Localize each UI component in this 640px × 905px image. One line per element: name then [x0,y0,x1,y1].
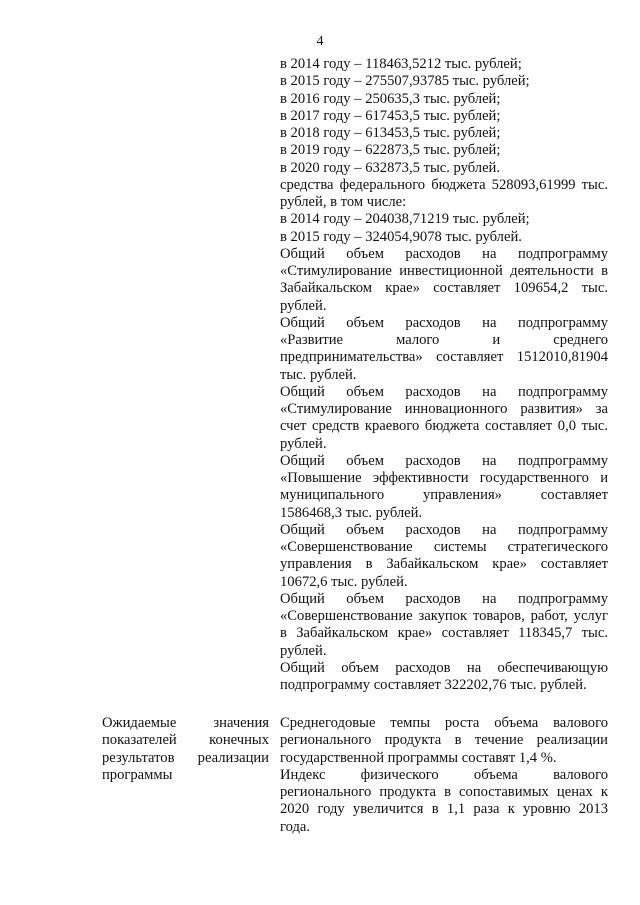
subprogram-line: «Повышение эффективности государственного и [280,470,608,486]
result-line: регионального продукта в течение реализации [280,732,608,749]
federal-year-line: в 2014 году – 204038,71219 тыс. рублей; [280,211,530,228]
federal-line: средства федерального бюджета 528093,61999 тыс. [280,176,608,193]
subprogram-line: Общий объем расходов на подпрограмму [280,521,608,538]
year-line: в 2020 году – 632873,5 тыс. рублей. [280,159,501,176]
subprogram-line: «Стимулирование инвестиционной деятельности в [280,263,608,279]
subprogram-line: управления в Забайкальском крае» составляет [280,556,608,573]
subprogram-line: счет средств краевого бюджета составляет 0,0 тыс. [280,418,608,435]
subprogram-line: «Стимулирование инновационного развития» за [280,401,608,417]
subprogram-line: рублей. [280,642,327,659]
result-line: государственной программы составят 1,4 %. [280,749,557,766]
year-line: в 2017 году – 617453,5 тыс. рублей; [280,107,501,124]
result-line: Индекс физического объема валового [280,766,608,783]
subprogram-line: предпринимательства» составляет 1512010,81904 [280,349,608,366]
federal-line: рублей, в том числе: [280,194,407,210]
result-line: 2020 году увеличится в 1,1 раза к уровню 2013 [280,801,608,818]
label-line: Ожидаемые значения [102,715,269,731]
page-number: 4 [316,34,324,49]
subprogram-line: рублей. [280,435,327,452]
result-line: Среднегодовые темпы роста объема валового [280,715,608,731]
result-line: года. [280,818,311,835]
subprogram-line: «Совершенствование закупок товаров, работ, услуг [280,608,608,624]
subprogram-line: в Забайкальском крае» составляет 118345,7 тыс. [280,625,608,642]
subprogram-line: Общий объем расходов на обеспечивающую [280,659,608,676]
year-line: в 2019 году – 622873,5 тыс. рублей; [280,142,501,159]
result-line: регионального продукта в сопоставимых ценах к [280,784,608,800]
label-line: результатов реализации [102,749,269,766]
year-line: в 2014 году – 118463,5212 тыс. рублей; [280,56,522,72]
year-line: в 2015 году – 275507,93785 тыс. рублей; [280,73,530,90]
year-line: в 2018 году – 613453,5 тыс. рублей; [280,125,501,141]
subprogram-line: подпрограмму составляет 322202,76 тыс. рублей. [280,677,587,693]
financing-text [280,56,608,694]
subprogram-line: тыс. рублей. [280,366,357,383]
subprogram-line: 1586468,3 тыс. рублей. [280,504,423,521]
subprogram-line: Забайкальском крае» составляет 109654,2 тыс. [280,280,608,297]
subprogram-line: «Развитие малого и среднего [280,332,608,348]
label-line: программы [102,766,173,783]
subprogram-line: Общий объем расходов на подпрограмму [280,245,608,262]
label-line: показателей конечных [102,732,269,749]
subprogram-line: рублей. [280,297,327,314]
year-line: в 2016 году – 250635,3 тыс. рублей; [280,90,501,107]
subprogram-line: «Совершенствование системы стратегического [280,539,608,555]
federal-year-line: в 2015 году – 324054,9078 тыс. рублей. [280,228,522,245]
subprogram-line: муниципального управления» составляет [280,487,608,504]
subprogram-line: 10672,6 тыс. рублей. [280,573,408,590]
subprogram-line: Общий объем расходов на подпрограмму [280,383,608,400]
subprogram-line: Общий объем расходов на подпрограмму [280,590,608,607]
subprogram-line: Общий объем расходов на подпрограмму [280,314,608,331]
expected-results-text [280,715,608,836]
expected-results-label [102,715,269,784]
subprogram-line: Общий объем расходов на подпрограмму [280,452,608,469]
